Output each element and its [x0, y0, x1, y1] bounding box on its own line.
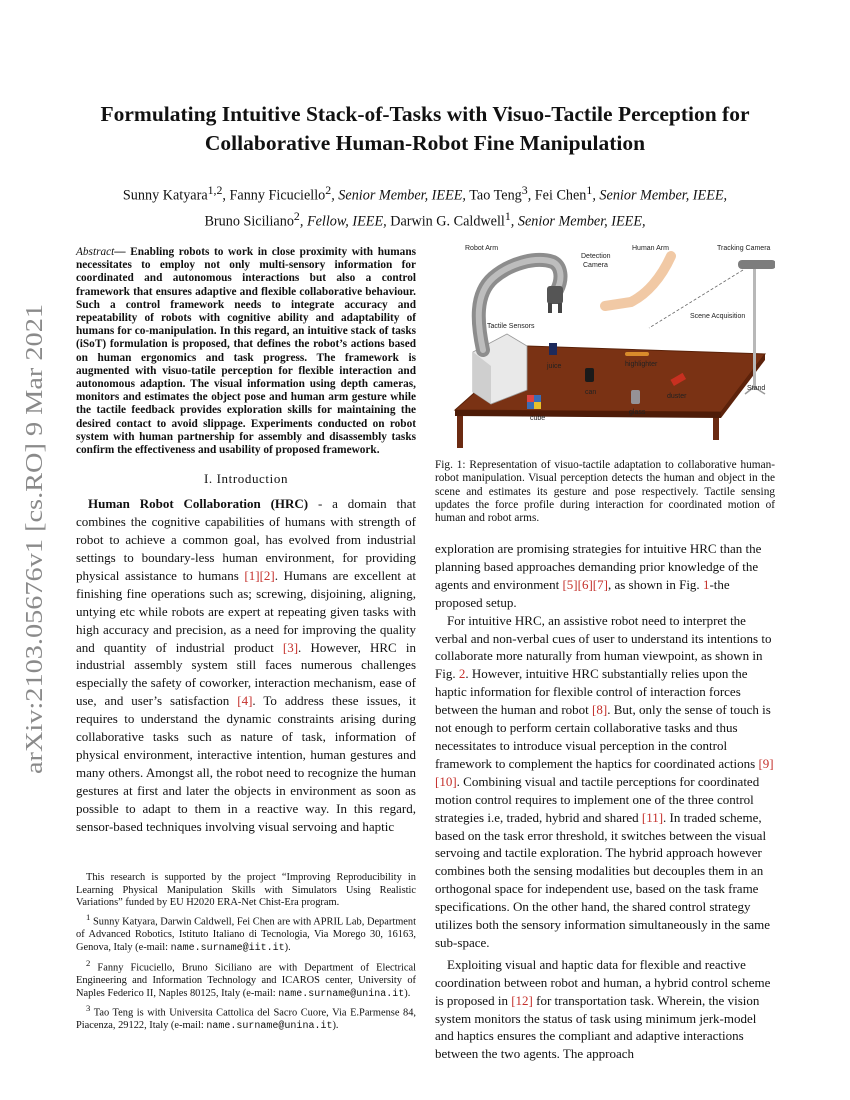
citation-link[interactable]: [11] [641, 809, 664, 825]
citation-link[interactable]: [9] [758, 755, 774, 771]
author-role: , Fellow, IEEE, [299, 213, 387, 230]
paragraph-text: . Humans are excellent at finishing fine operations such as; screwing, disjoining, aligning, untying etc while robots are expert at repeating given tasks with high accuracy and precision, as a need for improving the quality and quantity of industrial product [76, 567, 417, 655]
paragraph-text: - a domain that combines the cognitive capabilities of humans with strength of robot to achieve a common goal, has evolved from industrial settings to boundary-less human environment, for providing physical assistance to humans [76, 496, 416, 583]
citation-link[interactable]: [5] [562, 576, 578, 592]
paragraph-text: . To address these issues, it requires to understand the dynamic constraints arising during collaborative tasks such as nature of task, information of physical environment, interactive intention, human gestures and many others. Amongst all, the robot need to recognize the human gestures at first and later the objects in environment as soon as possible to adapt to them in a reactive way. In this regard, sensor-based techniques involving visual servoing and haptic [76, 693, 417, 834]
author-role: , Senior Member, IEEE, [331, 187, 466, 204]
paragraph-text: for transportation task. Wherein, the vision system monitors the status of task using minimum jerk-model and haptics ensures the compliant and adaptive interactions between the two agents. The approach [435, 992, 760, 1062]
author-line-1 [60, 180, 790, 206]
highlighter-object [625, 352, 649, 356]
lead-term: Human Robot Collaboration (HRC) [88, 496, 309, 512]
abstract [76, 246, 416, 457]
paragraph-text: . Combining visual and tactile perceptions for coordinated motion control requires to implement one of the three control strategies i.e, traded, hybrid and shared [435, 773, 760, 825]
affiliation-footnote [76, 911, 416, 956]
cube-face [534, 402, 541, 409]
label-scene-acquisition: Scene Acquisition [690, 313, 746, 320]
paper-title [60, 100, 790, 158]
gripper-finger [548, 303, 552, 313]
human-arm [605, 256, 671, 306]
glass-object [631, 390, 640, 404]
figure-link[interactable]: 1 [702, 576, 710, 592]
figure-1-caption: Fig. 1: Representation of visuo-tactile adaptation to collaborative human-robot manipulation. Visual perception detects the human and object in the scene and estimates its gesture and pose respectively. Tactile sensing updates the force profile during interaction for coordinated motion of human and robot arms. [435, 459, 775, 525]
footnote-text: ). [404, 987, 411, 999]
body-paragraph [435, 612, 775, 952]
citation-link[interactable]: [3] [282, 639, 299, 655]
author-role: , Senior Member, IEEE, [510, 213, 646, 230]
citation-link[interactable]: [6] [577, 576, 593, 592]
email-address: name.surname@iit.it [170, 942, 285, 954]
juice-object [549, 343, 557, 355]
email-address: name.surname@unina.it [206, 1021, 333, 1033]
right-column-body [435, 540, 775, 1063]
robot-gripper [547, 286, 563, 304]
footnote-mark: 1 [86, 912, 91, 923]
affiliation-mark: 1 [504, 208, 511, 223]
author-name: Sunny Katyara [122, 187, 208, 204]
label-can: can [585, 389, 597, 396]
label-stand: Stand [747, 385, 766, 392]
label-human-arm: Human Arm [632, 245, 669, 252]
footnotes [76, 872, 416, 1035]
affiliation-mark: 2 [293, 208, 300, 223]
affiliation-mark: 1,2 [207, 183, 223, 197]
citation-link[interactable]: [7] [592, 576, 608, 592]
cube-face [527, 395, 534, 402]
label-tactile-sensors: Tactile Sensors [487, 323, 535, 330]
paragraph-text: exploration are promising strategies for intuitive HRC than the planning based approaches demanding prior knowledge of the agents and environment [435, 541, 762, 592]
author-list [60, 180, 790, 231]
paragraph-text: . In traded scheme, based on the task error threshold, it switches between the visual servoing and tactile exploration. The hybrid approach however combines both the sensing modalities but decouples them in an orthogonal space for independent use, based on the task frame specifications. On the other hand, the shared control strategy utilizes both the sensory information simultaneously in the same sub-space. [435, 809, 771, 950]
affiliation-mark: 3 [521, 183, 528, 197]
title-line-2: Collaborative Human-Robot Fine Manipulation [204, 131, 646, 155]
funding-footnote: This research is supported by the project “Improving Reproducibility in Learning Physical Manipulation Skills with Simulators Using Realistic Variations” funded by EU H2020 ERA-Net Chist-Era program. [76, 872, 416, 909]
author-name: , Fei Chen [527, 187, 587, 204]
paragraph-text: -the proposed setup. [435, 576, 730, 610]
footnote-text: ). [332, 1020, 339, 1032]
citation-link[interactable]: [12] [511, 992, 533, 1008]
email-address: name.surname@unina.it [278, 988, 405, 1000]
figure-1-setup-illustration [435, 242, 775, 454]
arxiv-identifier-stamp [12, 300, 52, 780]
title-line-1: Formulating Intuitive Stack-of-Tasks with Visuo-Tactile Perception for [100, 102, 750, 126]
abstract-text: — Enabling robots to work in close proximity with humans necessitates to employ not only multi-sensory information for coordinated and autonomous interactions but also a control framework that ensures adaptive and flexible collaborative behaviour. Such a control framework needs to integrate accuracy and repeatability of robots with cognitive ability and adaptability of humans for co-manipulation. In this regard, an intuitive stack of tasks (iSoT) formulation is proposed, that defines the robot’s actions based on human ergonomics and task progress. The framework is augmented with visuo-tatile perception for flexible interaction and autonomous adaption. The visual information using depth cameras, monitors and estimates the object pose and human arm gesture while the tactile feedback provides exploration skills for maintaining the desired contact to avoid slippage. Experiments conducted on robot system with human partnership for assembly and disassembly tasks confirm the effectiveness and usability of proposed framework. [76, 246, 416, 457]
affiliation-mark: 1 [586, 183, 593, 197]
paragraph-text: . However, HRC in industrial assembly system still faces numerous challenges especially the safety of coworker, interaction mechanism, ease of use, and user’s satisfaction [76, 639, 416, 709]
introduction-body [76, 495, 416, 835]
gripper-finger [558, 303, 562, 313]
figure-link[interactable]: 2 [458, 666, 466, 682]
footnote-mark: 2 [86, 957, 91, 968]
label-cube: cube [530, 415, 546, 422]
arxiv-identifier-text: arXiv:2103.05676v1 [cs.RO] 9 Mar 2021 [22, 375, 48, 774]
author-name: , Fanny Ficuciello [222, 187, 326, 204]
author-name: Tao Teng [465, 187, 522, 204]
abstract-label: Abstract [76, 246, 115, 258]
paragraph-text: , as shown in Fig. [607, 576, 703, 592]
author-line-2 [60, 206, 790, 232]
label-juice: juice [547, 363, 562, 370]
affiliation-footnote [76, 957, 416, 1002]
label-duster: duster [667, 393, 687, 400]
author-name: Darwin G. Caldwell [386, 213, 505, 230]
body-paragraph [435, 956, 775, 1063]
paragraph-text: . However, intuitive HRC substantially relies upon the haptic information for flexible control of interaction forces between the human and robot [435, 666, 748, 718]
tracking-camera [738, 260, 775, 269]
introduction-paragraph [76, 495, 416, 835]
body-paragraph [435, 540, 775, 612]
paragraph-text: For intuitive HRC, an assistive robot need to interpret the verbal and non-verbal cues of user to understand its intentions to collaborate more naturally from human viewpoint, as shown in Fig. [435, 612, 772, 682]
label-tracking-camera: Tracking Camera [717, 245, 771, 252]
footnote-text: ). [284, 941, 291, 953]
paragraph-text: . But, only the sense of touch is not enough to perform certain collaborative tasks and thus necessitates to introduce visual perception in the control framework to complement the haptics for coordinated actions [435, 702, 771, 771]
left-column [76, 246, 416, 835]
footnote-mark: 3 [86, 1003, 91, 1014]
affiliation-footnote [76, 1002, 416, 1034]
label-highlighter: highlighter [625, 361, 658, 368]
citation-link[interactable]: [1] [244, 567, 260, 583]
camera-stand-pole [753, 269, 756, 387]
label-detection-camera: Detection [581, 253, 611, 260]
can-object [585, 368, 594, 382]
author-role: , Senior Member, IEEE, [592, 187, 728, 204]
label-robot-arm: Robot Arm [465, 245, 499, 252]
footnote-text: Sunny Katyara, Darwin Caldwell, Fei Chen are with APRIL Lab, Department of Advanced Robotics, Istituto Italiano di Tecnologia, Via Morego 30, 16163, Genova, Italy (e-mail: [76, 916, 416, 953]
paragraph-text: Exploiting visual and haptic data for flexible and reactive coordination between robot and human, a hybrid control scheme is proposed in [435, 956, 771, 1008]
citation-link[interactable]: [4] [237, 693, 253, 709]
section-heading-introduction: I. Introduction [203, 471, 289, 487]
author-name: Bruno Siciliano [204, 213, 294, 230]
footnote-text: Fanny Ficuciello, Bruno Siciliano are with Department of Electrical Engineering and Information Technology and ICAROS center, University of Naples Federico II, Naples 80125, Italy (e-mail: [76, 962, 416, 999]
affiliation-mark: 2 [325, 183, 332, 197]
citation-link[interactable]: [8] [592, 702, 608, 718]
citation-link[interactable]: [10] [435, 773, 457, 789]
citation-link[interactable]: [2] [259, 567, 275, 583]
label-glass: glass [629, 409, 646, 416]
label-detection-camera: Camera [583, 262, 608, 269]
footnote-text: Tao Teng is with Universita Cattolica del Sacro Cuore, Via E.Parmense 84, Piacenza, 29122, Italy (e-mail: [76, 1007, 416, 1032]
